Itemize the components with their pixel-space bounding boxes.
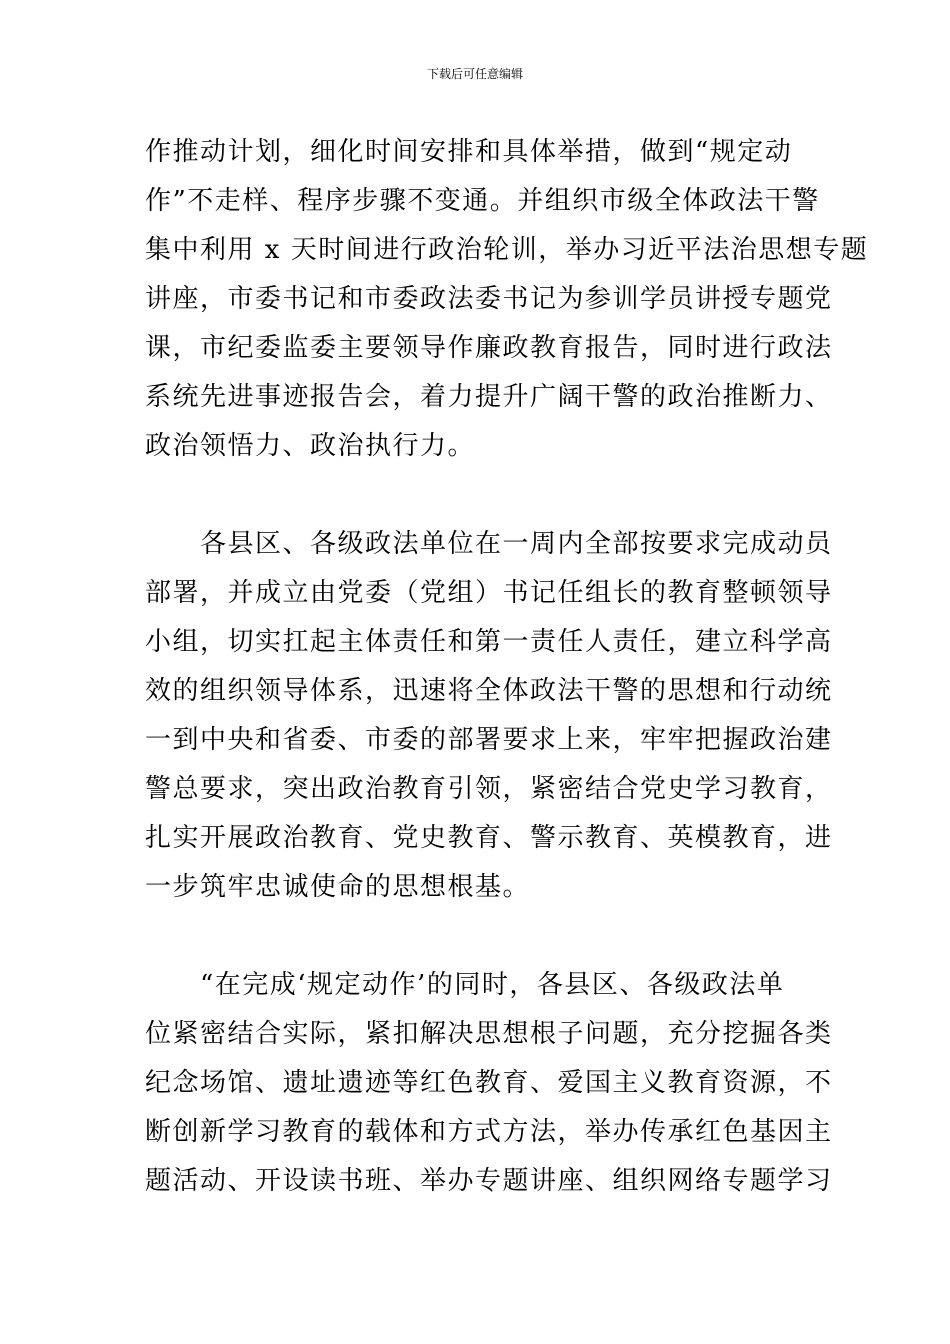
text-line: 纪念场馆、遗址遗迹等红色教育、爱国主义教育资源，不 — [145, 1068, 833, 1098]
text-line: “在完成‘规定动作’的同时，各县区、各级政法单 — [145, 970, 785, 1000]
text-line: 警总要求，突出政治教育引领，紧密结合党史学习教育， — [145, 774, 833, 804]
text-line: 作”不走样、程序步骤不变通。并组织市级全体政法干警 — [145, 186, 820, 216]
text-line: 一步筑牢忠诚使命的思想根基。 — [145, 872, 531, 902]
text-line: 各县区、各级政法单位在一周内全部按要求完成动员 — [145, 529, 833, 559]
text-line: 集中利用 x 天时间进行政治轮训，举办习近平法治思想专题 — [145, 235, 869, 265]
text-line: 课，市纪委监委主要领导作廉政教育报告，同时进行政法 — [145, 333, 833, 363]
text-line: 小组，切实扛起主体责任和第一责任人责任，建立科学高 — [145, 627, 833, 657]
document-body — [145, 128, 869, 1206]
text-line: 政治领悟力、政治执行力。 — [145, 431, 476, 461]
text-line: 效的组织领导体系，迅速将全体政法干警的思想和行动统 — [145, 676, 833, 706]
text-line: 部署，并成立由党委（党组）书记任组长的教育整顿领导 — [145, 578, 833, 608]
text-line: 扎实开展政治教育、党史教育、警示教育、英模教育，进 — [145, 823, 833, 853]
text-line: 讲座，市委书记和市委政法委书记为参训学员讲授专题党 — [145, 284, 833, 314]
page-header: 下载后可任意编辑 — [426, 67, 523, 81]
text-line: 作推动计划，细化时间安排和具体举措，做到“规定动 — [145, 137, 793, 167]
paragraph-3 — [145, 961, 833, 1206]
text-line: 断创新学习教育的载体和方式方法，举办传承红色基因主 — [145, 1117, 833, 1147]
paragraph-gap — [145, 471, 809, 520]
text-line: 系统先进事迹报告会，着力提升广阔干警的政治推断力、 — [145, 382, 833, 412]
text-line: 题活动、开设读书班、举办专题讲座、组织网络专题学习 — [145, 1166, 833, 1196]
paragraph-1 — [145, 128, 869, 471]
text-line: 位紧密结合实际，紧扣解决思想根子问题，充分挖掘各类 — [145, 1019, 833, 1049]
text-line: 一到中央和省委、市委的部署要求上来，牢牢把握政治建 — [145, 725, 833, 755]
paragraph-2 — [145, 520, 833, 912]
paragraph-gap — [145, 912, 809, 961]
